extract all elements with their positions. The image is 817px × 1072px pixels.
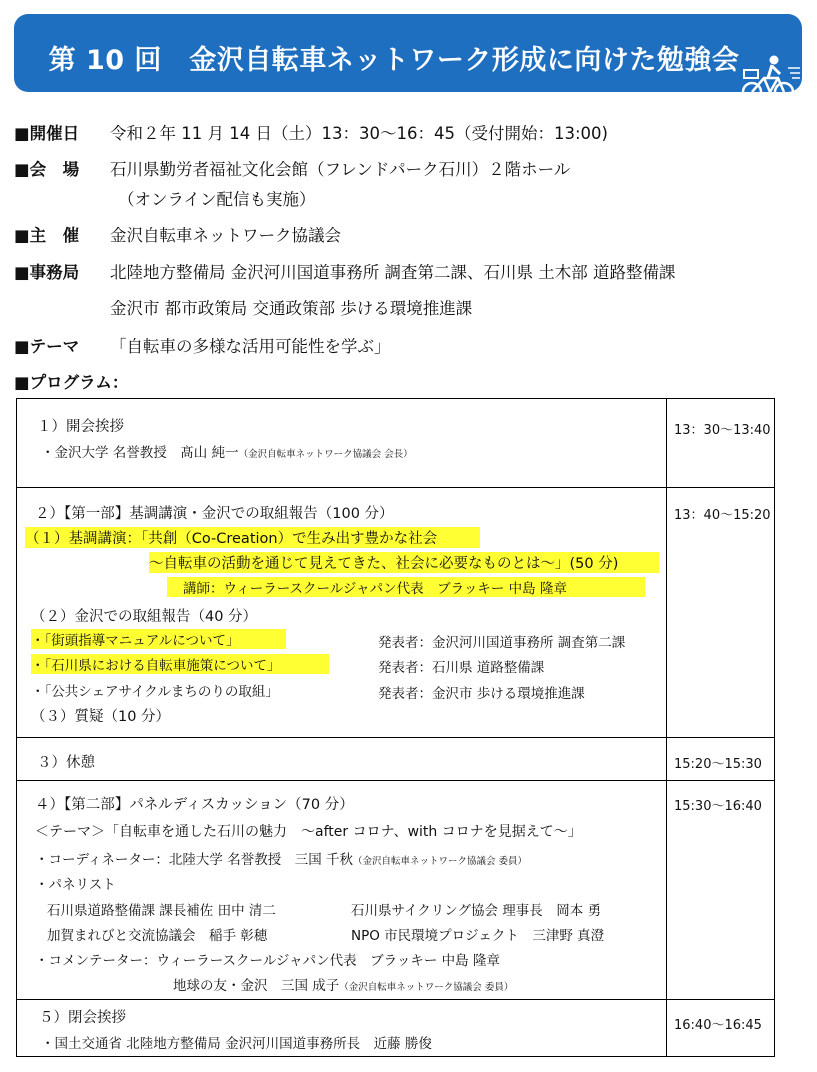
title-banner xyxy=(14,14,802,92)
venue-value: 石川県勤労者福祉文化会館（フレンドパーク石川）２階ホール xyxy=(110,160,571,179)
report-item-1-presenter: 発表者：金沢河川国道事務所 調査第二課 xyxy=(378,635,626,651)
section-4-title: ４）【第二部】パネルディスカッション（70 分） xyxy=(35,797,354,813)
panel-coordinator: ・コーディネーター：北陸大学 名誉教授 三国 千秋（金沢自転車ネットワーク協議会 委員） xyxy=(35,852,528,868)
panelist-1: 石川県道路整備課 課長補佐 田中 清二 xyxy=(47,903,276,919)
keynote-lecturer: 講師：ウィーラースクールジャパン代表 ブラッキー 中島 隆章 xyxy=(167,577,645,597)
panelist-4: NPO 市民環境プロジェクト 三津野 真澄 xyxy=(351,928,605,944)
office-value-2: 金沢市 都市政策局 交通政策部 歩ける環境推進課 xyxy=(110,299,473,318)
panelist-label: ・パネリスト xyxy=(35,877,116,893)
section-2-time: 13：40～15:20 xyxy=(674,508,771,523)
venue-label: ■会 場 xyxy=(14,160,80,179)
date-label: ■開催日 xyxy=(14,124,80,143)
host-value: 金沢自転車ネットワーク協議会 xyxy=(110,226,341,245)
office-value: 北陸地方整備局 金沢河川国道事務所 調査第二課、石川県 土木部 道路整備課 xyxy=(110,263,676,282)
date-value: 令和２年 11 月 14 日（土）13：30～16：45（受付開始：13:00) xyxy=(110,124,608,143)
panel-commentator-2: 地球の友・金沢 三国 成子（金沢自転車ネットワーク協議会 委員） xyxy=(173,978,514,994)
panel-theme: ＜テーマ＞「自転車を通した石川の魅力 ～after コロナ、with コロナを見据えて～」 xyxy=(35,824,582,840)
section-1-time: 13：30～13:40 xyxy=(674,423,771,438)
section-3-time: 15:20～15:30 xyxy=(674,757,762,772)
date-row xyxy=(14,120,608,144)
section-2-title: ２）【第一部】基調講演・金沢での取組報告（100 分） xyxy=(35,506,394,522)
report-item-2-title: ・「石川県における自転車施策について」 xyxy=(31,654,329,674)
section-1-title: １）開会挨拶 xyxy=(37,419,124,435)
host-label: ■主 催 xyxy=(14,226,80,245)
program-section-3 xyxy=(16,737,775,781)
host-row xyxy=(14,222,341,246)
program-label: ■プログラム： xyxy=(14,373,129,392)
program-section-2 xyxy=(16,487,775,738)
theme-row xyxy=(14,333,391,357)
program-section-5 xyxy=(16,999,775,1057)
report-item-1-title: ・「街頭指導マニュアルについて」 xyxy=(31,629,286,649)
section-4-time: 15:30～16:40 xyxy=(674,799,762,814)
section-5-title: ５）閉会挨拶 xyxy=(39,1010,126,1026)
program-section-4 xyxy=(16,780,775,1000)
venue-value-2: （オンライン配信も実施） xyxy=(118,190,316,209)
report-item-3-presenter: 発表者：金沢市 歩ける環境推進課 xyxy=(378,686,585,702)
program-table xyxy=(16,398,775,1058)
office-row xyxy=(14,259,676,283)
qa-item: （３）質疑（10 分） xyxy=(31,709,171,725)
section-1-speaker: ・金沢大学 名誉教授 髙山 純一（金沢自転車ネットワーク協議会 会長） xyxy=(41,445,413,461)
panel-commentator-1: ・コメンテーター：ウィーラースクールジャパン代表 ブラッキー 中島 隆章 xyxy=(35,953,500,969)
venue-row xyxy=(14,156,571,180)
report-item-2-presenter: 発表者：石川県 道路整備課 xyxy=(378,660,545,676)
keynote-subtitle: ～自転車の活動を通じて見えてきた、社会に必要なものとは～」(50 分) xyxy=(149,552,659,573)
panelist-3: 加賀まれびと交流協議会 稲手 彰穂 xyxy=(47,928,268,944)
keynote-title: （１）基調講演：「共創（Co-Creation）で生み出す豊かな社会 xyxy=(25,527,480,548)
section-3-title: ３）休憩 xyxy=(37,755,95,771)
theme-label: ■テーマ xyxy=(14,337,80,356)
section-5-speaker: ・国土交通省 北陸地方整備局 金沢河川国道事務所長 近藤 勝俊 xyxy=(41,1036,432,1052)
bicycle-rider-icon xyxy=(738,54,802,104)
page-title: 第 10 回 金沢自転車ネットワーク形成に向けた勉強会 xyxy=(48,45,740,76)
report-item-3-title: ・「公共シェアサイクルまちのりの取組」 xyxy=(31,684,279,700)
panelist-2: 石川県サイクリング協会 理事長 岡本 勇 xyxy=(351,903,602,919)
program-row xyxy=(14,369,128,393)
theme-value: 「自転車の多様な活用可能性を学ぶ」 xyxy=(110,337,391,356)
section-5-time: 16:40～16:45 xyxy=(674,1018,762,1033)
program-section-1 xyxy=(16,398,775,488)
reports-title: （２）金沢での取組報告（40 分） xyxy=(31,609,258,625)
office-label: ■事務局 xyxy=(14,263,80,282)
